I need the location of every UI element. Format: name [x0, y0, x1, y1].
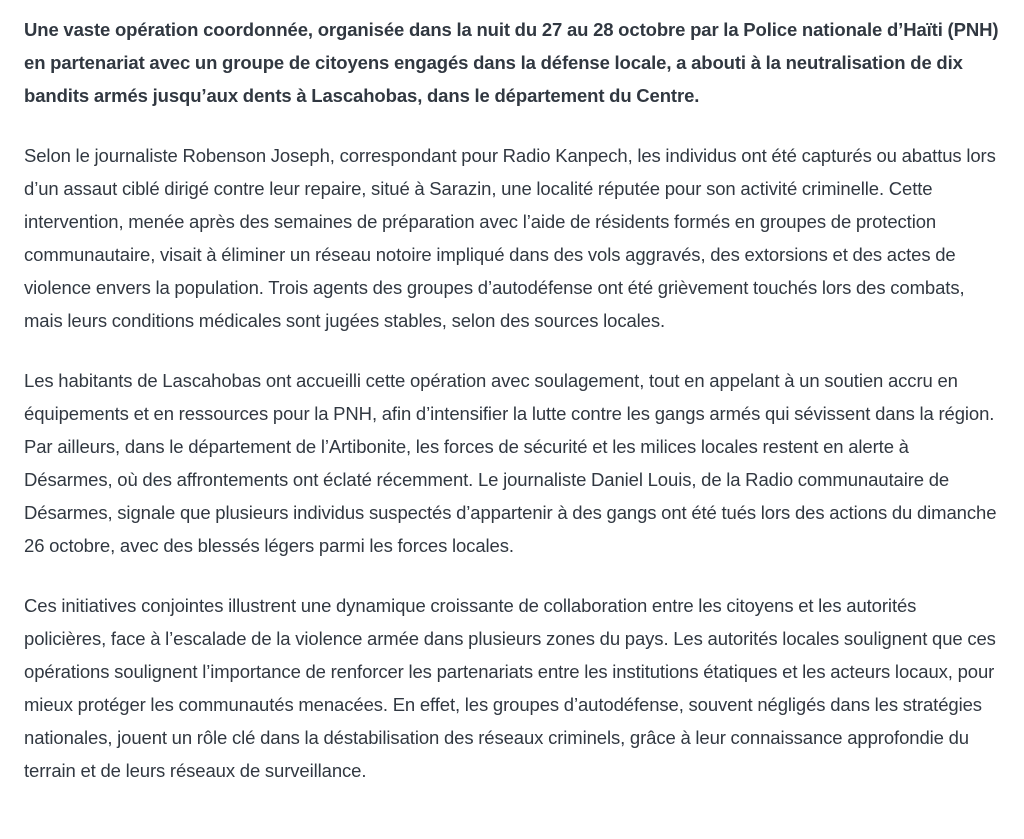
article-paragraph: Les habitants de Lascahobas ont accueilli cette opération avec soulagement, tout en appelant à un soutien accru en équipements et en ressources pour la PNH, afin d’intensifier la lutte contre les gangs armés qui sévissent dans la région. Par ailleurs, dans le département de l’Artibonite, les forces de sécurité et les milices locales restent en alerte à Désarmes, où des affrontements ont éclaté récemment. Le journaliste Daniel Louis, de la Radio communautaire de Désarmes, signale que plusieurs individus suspectés d’appartenir à des gangs ont été tués lors des actions du dimanche 26 octobre, avec des blessés légers parmi les forces locales.: [24, 370, 997, 556]
article-paragraph: Ces initiatives conjointes illustrent une dynamique croissante de collaboration entre les citoyens et les autorités policières, face à l’escalade de la violence armée dans plusieurs zones du pays. Les autorités locales soulignent que ces opérations soulignent l’importance de renforcer les partenariats entre les institutions étatiques et les acteurs locaux, pour mieux protéger les communautés menacées. En effet, les groupes d’autodéfense, souvent négligés dans les stratégies nationales, jouent un rôle clé dans la déstabilisation des réseaux criminels, grâce à leur connaissance approfondie du terrain et de leurs réseaux de surveillance.: [24, 595, 996, 781]
article-paragraph-lead: Une vaste opération coordonnée, organisée dans la nuit du 27 au 28 octobre par la Police nationale d’Haïti (PNH) en partenariat avec un groupe de citoyens engagés dans la défense locale, a abouti à la neutralisation de dix bandits armés jusqu’aux dents à Lascahobas, dans le département du Centre.: [24, 19, 999, 106]
article-paragraph: Selon le journaliste Robenson Joseph, correspondant pour Radio Kanpech, les individus ont été capturés ou abattus lors d’un assaut ciblé dirigé contre leur repaire, situé à Sarazin, une localité réputée pour son activité criminelle. Cette intervention, menée après des semaines de préparation avec l’aide de résidents formés en groupes de protection communautaire, visait à éliminer un réseau notoire impliqué dans des vols aggravés, des extorsions et des actes de violence envers la population. Trois agents des groupes d’autodéfense ont été grièvement touchés lors des combats, mais leurs conditions médicales sont jugées stables, selon des sources locales.: [24, 145, 996, 331]
